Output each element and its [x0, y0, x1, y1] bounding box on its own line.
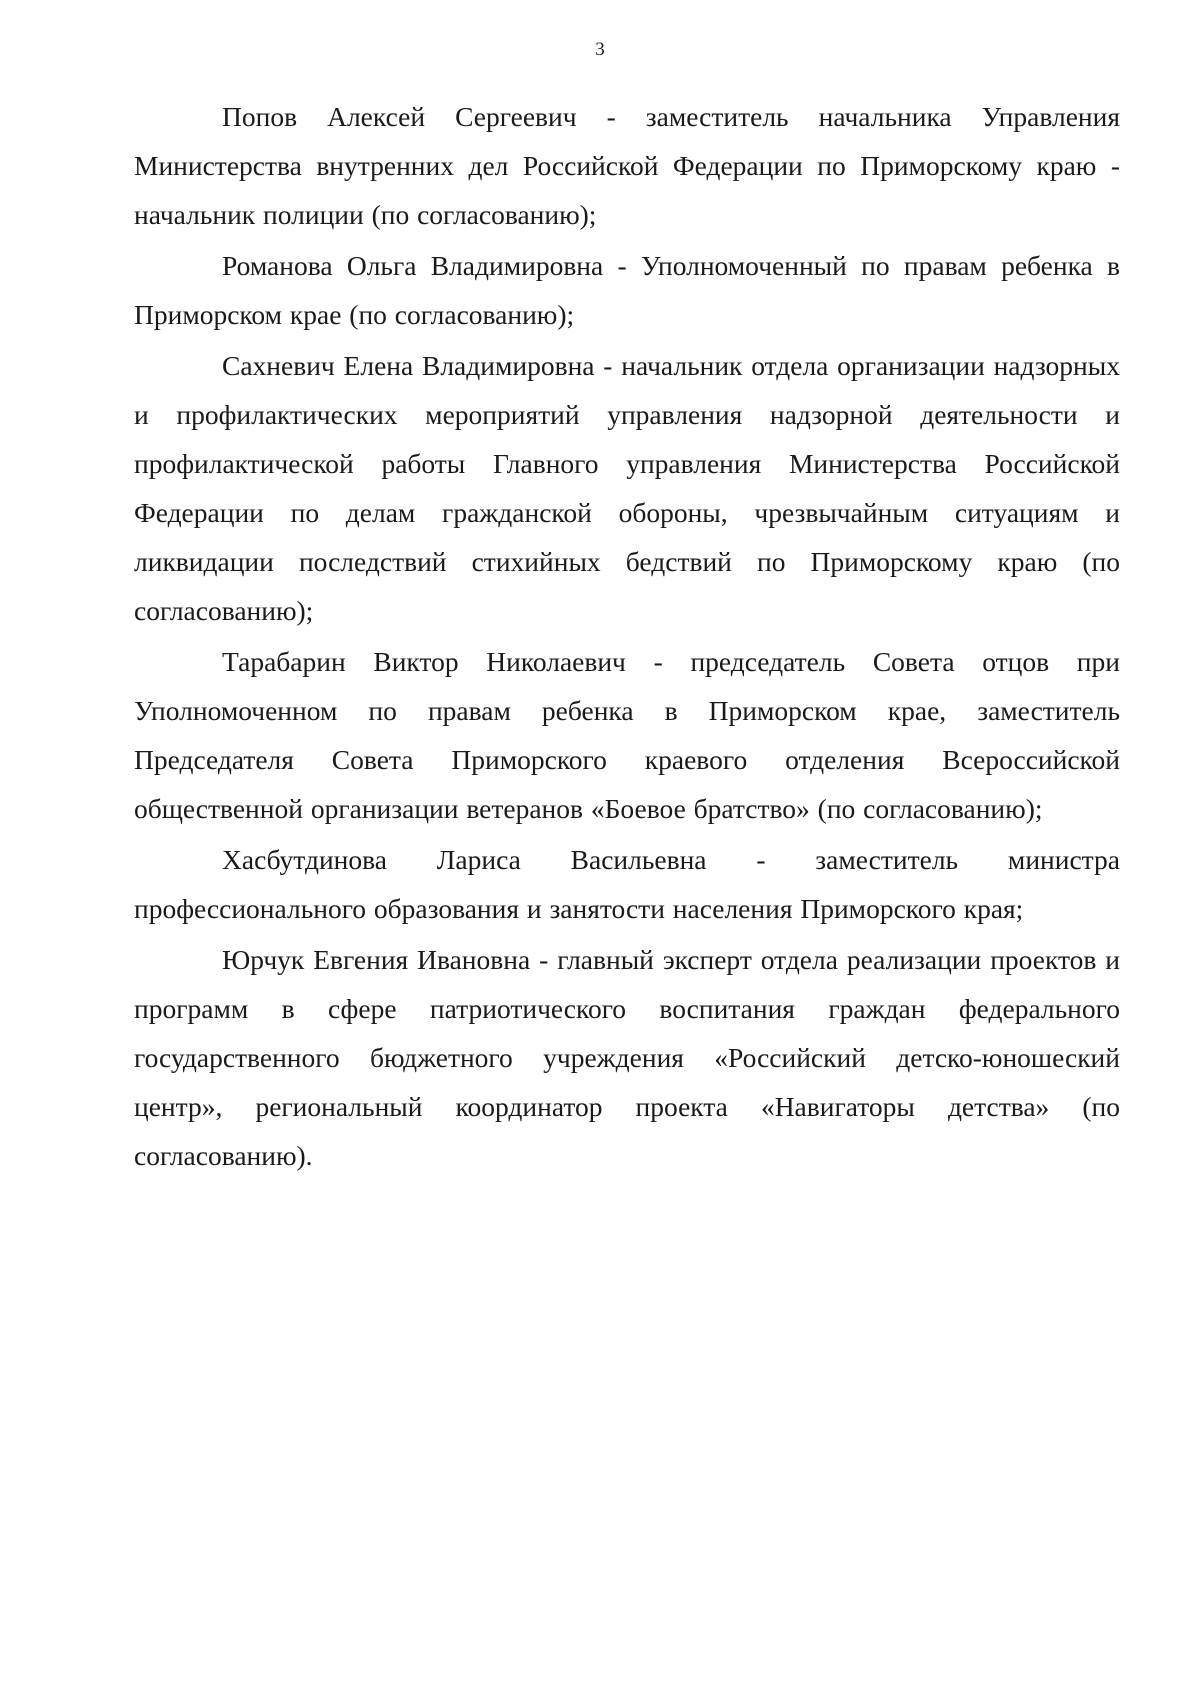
member-entry-khasbutdinova: Хасбутдинова Лариса Васильевна - заместитель министра профессионального образования и занятости населения Приморского края;	[134, 844, 1120, 924]
member-entry-yurchuk: Юрчук Евгения Ивановна - главный эксперт отдела реализации проектов и программ в сфере патриотического воспитания граждан федерального государственного бюджетного учреждения «Российский детско-юношеский центр», региональный координатор проекта «Навигаторы детства» (по согласованию).	[134, 944, 1120, 1171]
document-body	[134, 92, 1120, 1182]
member-entry-tarabarin: Тарабарин Виктор Николаевич - председатель Совета отцов при Уполномоченном по правам ребенка в Приморском крае, заместитель Председателя Совета Приморского краевого отделения Всероссийской общественной организации ветеранов «Боевое братство» (по согласованию);	[134, 646, 1120, 824]
member-entry-romanova: Романова Ольга Владимировна - Уполномоченный по правам ребенка в Приморском крае (по согласованию);	[134, 250, 1120, 330]
page-number: 3	[595, 39, 605, 60]
member-entry-sakhnevich: Сахневич Елена Владимировна - начальник отдела организации надзорных и профилактических мероприятий управления надзорной деятельности и профилактической работы Главного управления Министерства Российской Федерации по делам гражданской обороны, чрезвычайным ситуациям и ликвидации последствий стихийных бедствий по Приморскому краю (по согласованию);	[134, 350, 1120, 626]
member-entry-popov: Попов Алексей Сергеевич - заместитель начальника Управления Министерства внутренних дел Российской Федерации по Приморскому краю - начальник полиции (по согласованию);	[134, 101, 1120, 230]
